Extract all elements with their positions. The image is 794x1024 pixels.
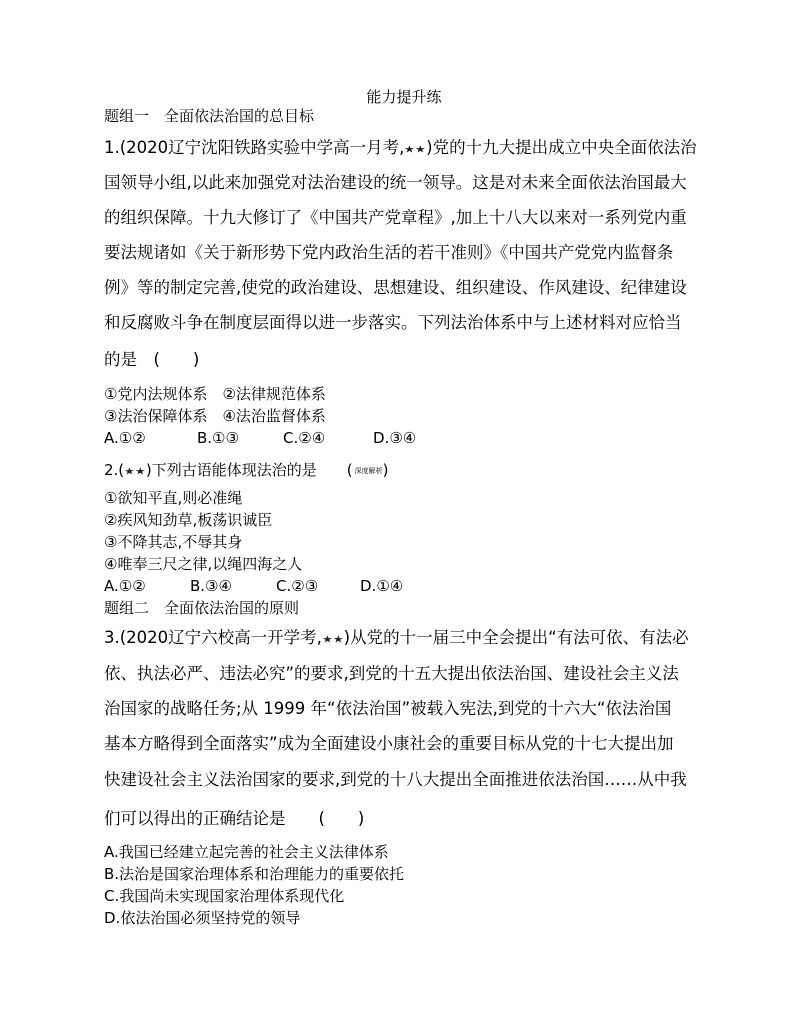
- group-heading-1: 题组一 全面依法治国的总目标: [104, 107, 315, 125]
- q1-source: 1.(2020辽宁沈阳铁路实验中学高一月考,: [104, 138, 405, 157]
- star-rating-icon: ★★: [404, 143, 427, 156]
- q3-line-6: 们可以得出的正确结论是 ( ): [104, 809, 365, 828]
- q1-line-5: 例》等的制定完善,使党的政治建设、思想建设、组织建设、作风建设、纪律建设: [104, 278, 687, 297]
- q2-item-2: ②疾风知劲草,板荡识诚臣: [104, 511, 273, 529]
- q2-option-d[interactable]: D.①④: [360, 577, 404, 595]
- q3-line-4: 基本方略得到全面落实”成为全面建设小康社会的重要目标从党的十七大提出加: [104, 734, 674, 753]
- group-heading-2: 题组二 全面依法治国的原则: [104, 599, 300, 617]
- q1-option-b[interactable]: B.①③: [197, 429, 239, 447]
- q3-option-a[interactable]: A.我国已经建立起完善的社会主义法律体系: [104, 843, 389, 861]
- q1-item-line-2: ③法治保障体系 ④法治监督体系: [104, 407, 326, 425]
- q1-line-1: [104, 137, 697, 161]
- q1-stem-start: )党的十九大提出成立中央全面依法治: [426, 138, 697, 157]
- q3-line-3: 治国家的战略任务;从 1999 年“依法治国”被载入宪法,到党的十六大“依法治国: [104, 699, 672, 718]
- q2-option-a[interactable]: A.①②: [104, 577, 146, 595]
- q2-item-4: ④唯奉三尺之律,以绳四海之人: [104, 555, 303, 573]
- q3-source: 3.(2020辽宁六校高一开学考,: [104, 628, 322, 647]
- q2-answer-paren: (: [346, 461, 353, 479]
- q1-line-3: 的组织保障。十九大修订了《中国共产党章程》,加上十八大以来对一系列党内重: [104, 208, 687, 227]
- star-rating-icon: ★★: [124, 465, 146, 478]
- deep-analysis-tag[interactable]: 深度解析: [354, 466, 383, 475]
- q2-options: [104, 576, 403, 596]
- q2-prefix: 2.(: [104, 461, 125, 479]
- q3-stem-start: )从党的十一届三中全会提出“有法可依、有法必: [343, 628, 689, 647]
- q1-option-a[interactable]: A.①②: [104, 429, 146, 447]
- q2-stem-line: 2.(★★)下列古语能体现法治的是 ( 深度解析): [104, 461, 389, 479]
- q3-line-5: 快建设社会主义法治国家的要求,到党的十八大提出全面推进依法治国……从中我: [104, 770, 687, 789]
- q3-line-2: 依、执法必严、违法必究”的要求,到党的十五大提出依法治国、建设社会主义法: [104, 664, 679, 683]
- q3-option-b[interactable]: B.法治是国家治理体系和治理能力的重要依托: [104, 865, 405, 883]
- q1-option-c[interactable]: C.②④: [283, 429, 326, 447]
- q1-line-4: 要法规诸如《关于新形势下党内政治生活的若干准则》《中国共产党党内监督条: [104, 243, 674, 262]
- q3-line-1: [104, 627, 689, 651]
- q3-option-d[interactable]: D.依法治国必须坚持党的领导: [104, 909, 301, 927]
- q1-item-line-1: ①党内法规体系 ②法律规范体系: [104, 385, 326, 403]
- q1-line-6: 和反腐败斗争在制度层面得以进一步落实。下列法治体系中与上述材料对应恰当: [104, 313, 682, 332]
- q1-line-7: 的是 ( ): [104, 350, 200, 369]
- q1-options: [104, 428, 416, 448]
- star-rating-icon: ★★: [321, 633, 344, 646]
- q2-item-3: ③不降其志,不辱其身: [104, 533, 243, 551]
- q1-line-2: 国领导小组,以此来加强党对法治建设的统一领导。这是对未来全面依法治国最大: [104, 173, 687, 192]
- q2-option-c[interactable]: C.②③: [276, 577, 319, 595]
- q2-option-b[interactable]: B.③④: [190, 577, 232, 595]
- q3-option-c[interactable]: C.我国尚未实现国家治理体系现代化: [104, 887, 345, 905]
- q2-item-1: ①欲知平直,则必准绳: [104, 489, 243, 507]
- q2-stem: )下列古语能体现法治的是: [145, 461, 317, 479]
- page-title: 能力提升练: [366, 88, 442, 106]
- q1-option-d[interactable]: D.③④: [373, 429, 417, 447]
